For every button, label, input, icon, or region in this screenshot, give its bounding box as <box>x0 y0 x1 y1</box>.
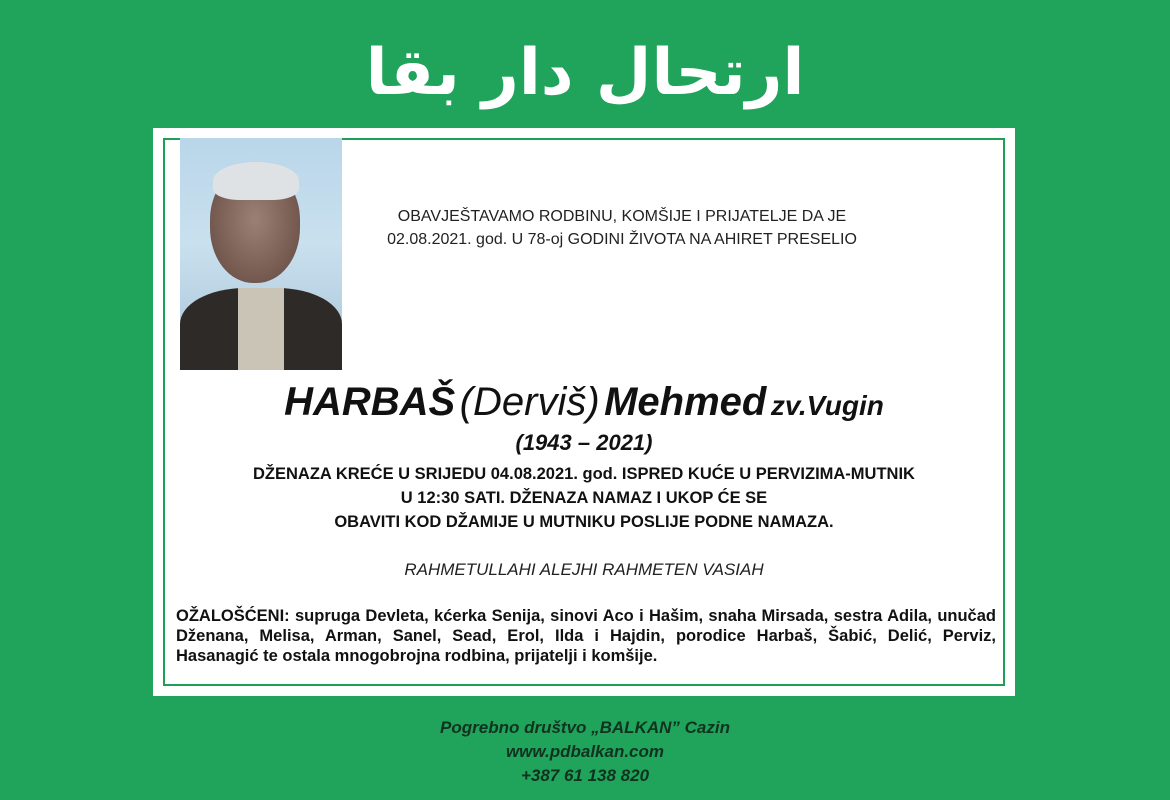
deceased-photo <box>180 138 342 370</box>
mourners-list <box>176 606 996 666</box>
nickname: zv.Vugin <box>770 390 884 421</box>
funeral-company: Pogrebno društvo „BALKAN” Cazin <box>440 718 730 737</box>
phone-number: +387 61 138 820 <box>520 766 650 785</box>
funeral-details <box>170 462 998 534</box>
announcement-line-2: 02.08.2021. god. U 78-oj GODINI ŽIVOTA NA AHIRET PRESELIO <box>387 231 857 248</box>
funeral-line-3: OBAVITI KOD DŽAMIJE U MUTNIKU POSLIJE PODNE NAMAZA. <box>334 513 834 531</box>
funeral-line-2: U 12:30 SATI. DŽENAZA NAMAZ I UKOP ĆE SE <box>400 489 768 507</box>
prayer-text: RAHMETULLAHI ALEJHI RAHMETEN VASIAH <box>404 560 764 579</box>
father-name: (Derviš) <box>459 380 600 424</box>
arabic-calligraphy-header: ارتحال دار بقا <box>365 36 805 110</box>
website-link[interactable]: www.pdbalkan.com <box>505 742 665 761</box>
mourners-text: supruga Devleta, kćerka Senija, sinovi Aco i Hašim, snaha Mirsada, sestra Adila, unučad Dženana, Melisa, Arman, Sanel, Sead, Erol, Ilda i Hajdin, porodice Harbaš, Šabić, Delić, Perviz, Hasanagić te ostala mnogobrojna rodbina, prijatelji i komšije. <box>176 607 996 665</box>
funeral-line-1: DŽENAZA KREĆE U SRIJEDU 04.08.2021. god. ISPRED KUĆE U PERVIZIMA-MUTNIK <box>253 465 915 483</box>
life-years: (1943 – 2021) <box>515 430 653 455</box>
surname: HARBAŠ <box>284 380 456 424</box>
deceased-name <box>153 380 1015 425</box>
announcement-text <box>342 205 902 251</box>
announcement-line-1: OBAVJEŠTAVAMO RODBINU, KOMŠIJE I PRIJATELJE DA JE <box>397 208 847 225</box>
footer <box>0 716 1170 788</box>
mourners-label: OŽALOŠĆENI: <box>176 607 290 625</box>
first-name: Mehmed <box>604 380 767 424</box>
